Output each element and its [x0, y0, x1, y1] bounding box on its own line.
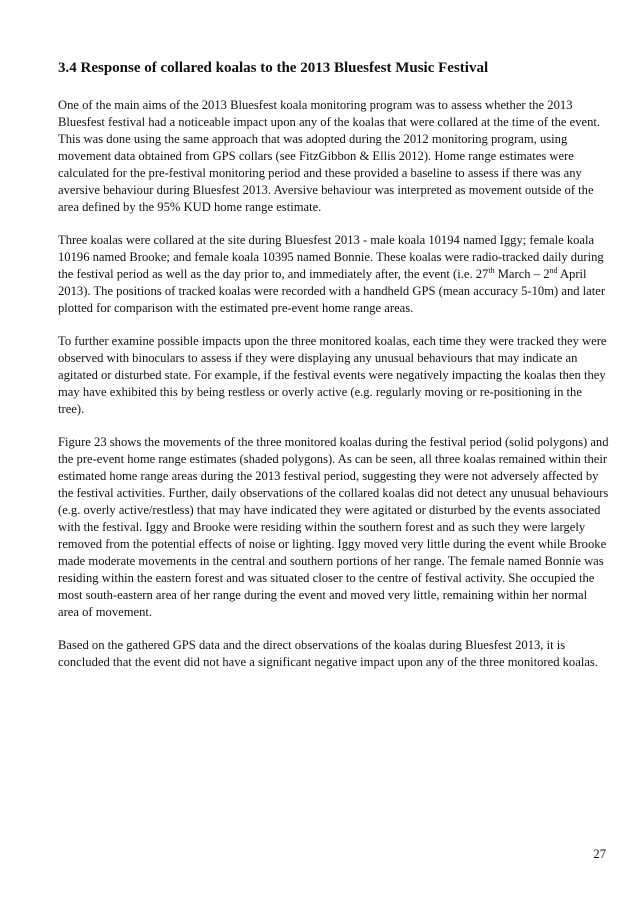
- paragraph-text: Three koalas were collared at the site during Bluesfest 2013 - male koala 10194 named Iggy; female koala 10196 named Brooke; and female koala 10395 named Bonnie. These koalas were radio-tracked daily during the festival period as well as the day prior to, and immediately after, the event (i.e. 27: [58, 233, 604, 281]
- paragraph-aims: One of the main aims of the 2013 Bluesfest koala monitoring program was to assess whether the 2013 Bluesfest festival had a noticeable impact upon any of the koalas that were collared at the time of the event. This was done using the same approach that was adopted during the 2012 monitoring program, using movement data obtained from GPS collars (see FitzGibbon & Ellis 2012). Home range estimates were calculated for the pre-festival monitoring period and these provided a baseline to assess if there was any aversive behaviour during Bluesfest 2013. Aversive behaviour was interpreted as movement outside of the area defined by the 95% KUD home range estimate.: [58, 98, 601, 214]
- paragraph-conclusion: Based on the gathered GPS data and the direct observations of the koalas during Bluesfest 2013, it is concluded that the event did not have a significant negative impact upon any of the three monitored koalas.: [58, 638, 598, 669]
- paragraph-behaviour-observation: To further examine possible impacts upon the three monitored koalas, each time they were tracked they were observed with binoculars to assess if they were displaying any unusual behaviours that may indicate an agitated or disturbed state. For example, if the festival events were negatively impacting the koalas then they may have exhibited this by being restless or overly active (e.g. regularly moving or re-positioning in the tree).: [58, 334, 607, 416]
- page-number: 27: [593, 847, 606, 861]
- section-heading: 3.4 Response of collared koalas to the 2013 Bluesfest Music Festival: [58, 60, 489, 76]
- document-page: [58, 58, 610, 687]
- paragraph-text: April 2013). The positions of tracked koalas were recorded with a handheld GPS (mean accuracy 5-10m) and later plotted for comparison with the estimated pre-event home range areas.: [58, 267, 606, 315]
- superscript: th: [488, 265, 495, 275]
- superscript: nd: [549, 265, 558, 275]
- paragraph-figure-23-results: Figure 23 shows the movements of the three monitored koalas during the festival period (solid polygons) and the pre-event home range estimates (shaded polygons). As can be seen, all three koalas remained within their estimated home range areas during the 2013 festival period, suggesting they were not adversely affected by the festival activities. Further, daily observations of the collared koalas did not detect any unusual behaviours (e.g. overly active/restless) that may have indicated they were agitated or disturbed by the events associated with the festival. Iggy and Brooke were residing within the southern forest and as such they were largely removed from the potential effects of noise or lighting. Iggy moved very little during the event while Brooke made moderate movements in the central and southern portions of her range. The female named Bonnie was residing within the eastern forest and was situated closer to the centre of festival activity. She occupied the most south-eastern area of her range during the event and moved very little, remaining within her normal area of movement.: [58, 435, 609, 619]
- paragraph-collared-koalas: [58, 232, 610, 317]
- paragraph-text: March – 2: [494, 267, 550, 281]
